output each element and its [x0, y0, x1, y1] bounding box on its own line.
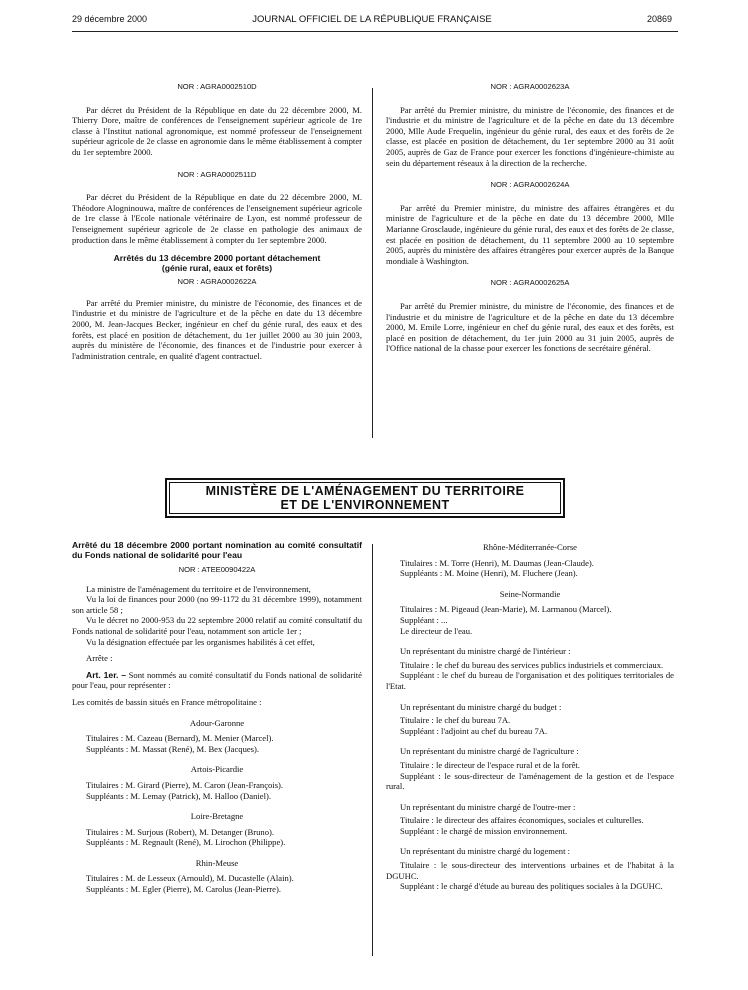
director-line: Le directeur de l'eau. [400, 625, 473, 636]
article-lead: Art. 1er. – [86, 669, 127, 680]
body-paragraph: Vu la désignation effectuée par les organismes habilités à cet effet, [86, 636, 315, 647]
body-paragraph: Vu la loi de finances pour 2000 (no 99-1172 du 31 décembre 1999), notamment son article 58 ; [72, 594, 362, 615]
basin-name: Artois-Picardie [190, 764, 244, 775]
header-journal-title: JOURNAL OFFICIEL DE LA RÉPUBLIQUE FRANÇAISE [252, 14, 492, 25]
arrete-word: Arrête : [86, 653, 113, 664]
page-header [72, 12, 672, 32]
titulaire-line: Titulaire : le chef du bureau des services publics industriels et commerciaux. [400, 659, 664, 670]
basin-name: Rhin-Meuse [195, 857, 239, 868]
article-1 [72, 670, 362, 691]
header-rule [72, 31, 678, 32]
basin-name: Seine-Normandie [499, 588, 561, 599]
titulaire-line: Titulaire : le chef du bureau 7A. [400, 715, 511, 726]
ministry-heading-line: ET DE L'ENVIRONNEMENT [280, 498, 450, 512]
suppleant-line: Suppléant : le chargé de mission environnement. [400, 825, 568, 836]
article-text: Sont nommés au comité consultatif du Fonds national de solidarité pour l'eau, pour représenter : [72, 669, 362, 691]
decree-paragraph: Par décret du Président de la République en date du 22 décembre 2000, M. Théodore Alogninouwa, maître de conférences de l'enseignement supérieur agricole de 1re classe à l'Ecole nationale vétérinaire de Lyon, est nommé professeur de l'enseignement supérieur agricole de 2e classe en pathologie des animaux de production dans le même établissement à compter du 1er septembre 2000. [72, 192, 362, 245]
representative-heading: Un représentant du ministre chargé de l'intérieur : [400, 646, 571, 657]
members-suppleants: Suppléants : M. Egler (Pierre), M. Carolus (Jean-Pierre). [86, 884, 281, 895]
nor-reference: NOR : AGRA0002624A [490, 180, 570, 190]
ministry-heading-line: MINISTÈRE DE L'AMÉNAGEMENT DU TERRITOIRE [205, 484, 525, 498]
representative-heading: Un représentant du ministre chargé du budget : [400, 701, 562, 712]
members-titulaires: Titulaires : M. Pigeaud (Jean-Marie), M. Larmanou (Marcel). [400, 604, 612, 615]
basin-name: Adour-Garonne [189, 717, 245, 728]
members-suppleants: Suppléants : M. Regnault (René), M. Lirochon (Philippe). [86, 837, 286, 848]
column-divider [372, 544, 373, 956]
suppleant-line: Suppléant : le chargé d'étude au bureau des politiques sociales à la DGUHC. [400, 881, 663, 892]
body-paragraph: Les comités de bassin situés en France métropolitaine : [72, 696, 262, 707]
members-suppleants: Suppléants : M. Massat (René), M. Bex (Jacques). [86, 743, 260, 754]
members-titulaires: Titulaires : M. Torre (Henri), M. Daumas (Jean-Claude). [400, 557, 594, 568]
titulaire-line: Titulaire : le sous-directeur des interventions urbaines et de l'habitat à la DGUHC. [386, 860, 674, 881]
representative-heading: Un représentant du ministre chargé du logement : [400, 846, 570, 857]
basin-name: Loire-Bretagne [190, 811, 244, 822]
section-title-line: Arrêtés du 13 décembre 2000 portant détachement [113, 253, 321, 264]
ministry-heading-box [165, 478, 565, 518]
members-suppleants: Suppléants : M. Moine (Henri), M. Fluchere (Jean). [400, 568, 578, 579]
section-title [72, 253, 362, 273]
section-title-line: (génie rural, eaux et forêts) [161, 263, 273, 274]
nor-reference: NOR : AGRA0002511D [177, 169, 257, 179]
left-bottom-column [72, 540, 362, 895]
members-suppleants: Suppléant : ... [400, 614, 448, 625]
basin-name: Rhône-Méditerranée-Corse [482, 542, 577, 552]
suppleant-line: Suppléant : l'adjoint au chef du bureau 7A. [400, 725, 548, 736]
left-top-column [72, 82, 362, 367]
body-paragraph: Vu le décret no 2000-953 du 22 septembre 2000 relatif au comité consultatif du Fonds national de solidarité pour l'eau, notamment son article 1er ; [72, 615, 362, 636]
nor-reference: NOR : ATEE0090422A [178, 565, 256, 574]
nor-reference: NOR : AGRA0002623A [490, 82, 570, 91]
members-suppleants: Suppléants : M. Lemay (Patrick), M. Halloo (Daniel). [86, 790, 271, 801]
header-date: 29 décembre 2000 [72, 14, 148, 24]
decree-paragraph: Par arrêté du Premier ministre, du ministre de l'économie, des finances et de l'industrie et du ministre de l'agriculture et de la pêche en date du 13 décembre 2000, Mlle Aude Frequelin, ingénieur du génie rural, des eaux et des forêts de 2e classe, est placée en position de détachement, du 1er septembre 2000 au 31 août 2005, auprès de Gaz de France pour exercer les fonctions d'ingénieure-chimiste au sein du département réseaux à la direction de la recherche. [386, 104, 674, 168]
decree-paragraph: Par arrêté du Premier ministre, du ministre de l'économie, des finances et de l'industrie et du ministre de l'agriculture et de la pêche en date du 13 décembre 2000, M. Jean-Jacques Becker, ingénieur en chef du génie rural, des eaux et des forêts, est placé en position de détachement, du 1er juillet 2000 au 30 juin 2003, auprès du ministère de l'économie, des finances et de l'industrie pour exercer à l'administration centrale, en qualité d'agent contractuel. [72, 297, 362, 361]
nor-reference: NOR : AGRA0002622A [177, 277, 257, 287]
column-divider [372, 88, 373, 438]
right-top-column [386, 82, 674, 360]
header-page-number: 20869 [646, 14, 672, 24]
titulaire-line: Titulaire : le directeur des affaires économiques, sociales et culturelles. [400, 815, 644, 826]
arrete-title: Arrêté du 18 décembre 2000 portant nomination au comité consultatif du Fonds national de solidarité pour l'eau [72, 540, 362, 560]
nor-reference: NOR : AGRA0002510D [177, 82, 257, 91]
decree-paragraph: Par décret du Président de la République en date du 22 décembre 2000, M. Thierry Dore, maître de conférences de l'enseignement supérieur agricole de 1re classe à l'Institut national agronomique, est nommé professeur de l'enseignement supérieur agricole de 2e classe en agronomie dans le même établissement à compter du 1er septembre 2000. [72, 104, 362, 157]
titulaire-line: Titulaire : le directeur de l'espace rural et de la forêt. [400, 759, 580, 770]
right-bottom-column [386, 542, 674, 892]
representative-heading: Un représentant du ministre chargé de l'agriculture : [400, 746, 579, 757]
nor-reference: NOR : AGRA0002625A [490, 278, 570, 288]
ministry-heading [169, 482, 561, 514]
members-titulaires: Titulaires : M. Surjous (Robert), M. Detanger (Bruno). [86, 826, 275, 837]
members-titulaires: Titulaires : M. Cazeau (Bernard), M. Menier (Marcel). [86, 733, 274, 744]
members-titulaires: Titulaires : M. de Lesseux (Arnould), M. Ducastelle (Alain). [86, 873, 294, 884]
members-titulaires: Titulaires : M. Girard (Pierre), M. Caron (Jean-François). [86, 779, 284, 790]
decree-paragraph: Par arrêté du Premier ministre, du ministre des affaires étrangères et du ministre de l'agriculture et de la pêche en date du 13 décembre 2000, Mlle Marianne Grosclaude, ingénieure du génie rural, des eaux et des forêts de 2e classe, est placée en position de détachement, du 11 septembre 2000 au 10 septembre 2005, auprès du ministère des affaires étrangères pour exercer auprès de la Banque mondiale à Washington. [386, 202, 674, 266]
suppleant-line: Suppléant : le chef du bureau de l'organisation et des politiques territoriales de l'Etat. [386, 670, 674, 691]
body-paragraph: La ministre de l'aménagement du territoire et de l'environnement, [86, 583, 311, 594]
representative-heading: Un représentant du ministre chargé de l'outre-mer : [400, 801, 576, 812]
decree-paragraph: Par arrêté du Premier ministre, du ministre de l'économie, des finances et de l'industrie et du ministre de l'agriculture et de la pêche en date du 13 décembre 2000, M. Emile Lorre, ingénieur en chef du génie rural, des eaux et des forêts, est placé en position de détachement, du 1er juin 2000 au 31 juin 2005, auprès de l'Office national de la chasse pour exercer les fonctions de secrétaire général. [386, 300, 674, 354]
suppleant-line: Suppléant : le sous-directeur de l'aménagement de la gestion et de l'espace rural. [386, 770, 674, 792]
